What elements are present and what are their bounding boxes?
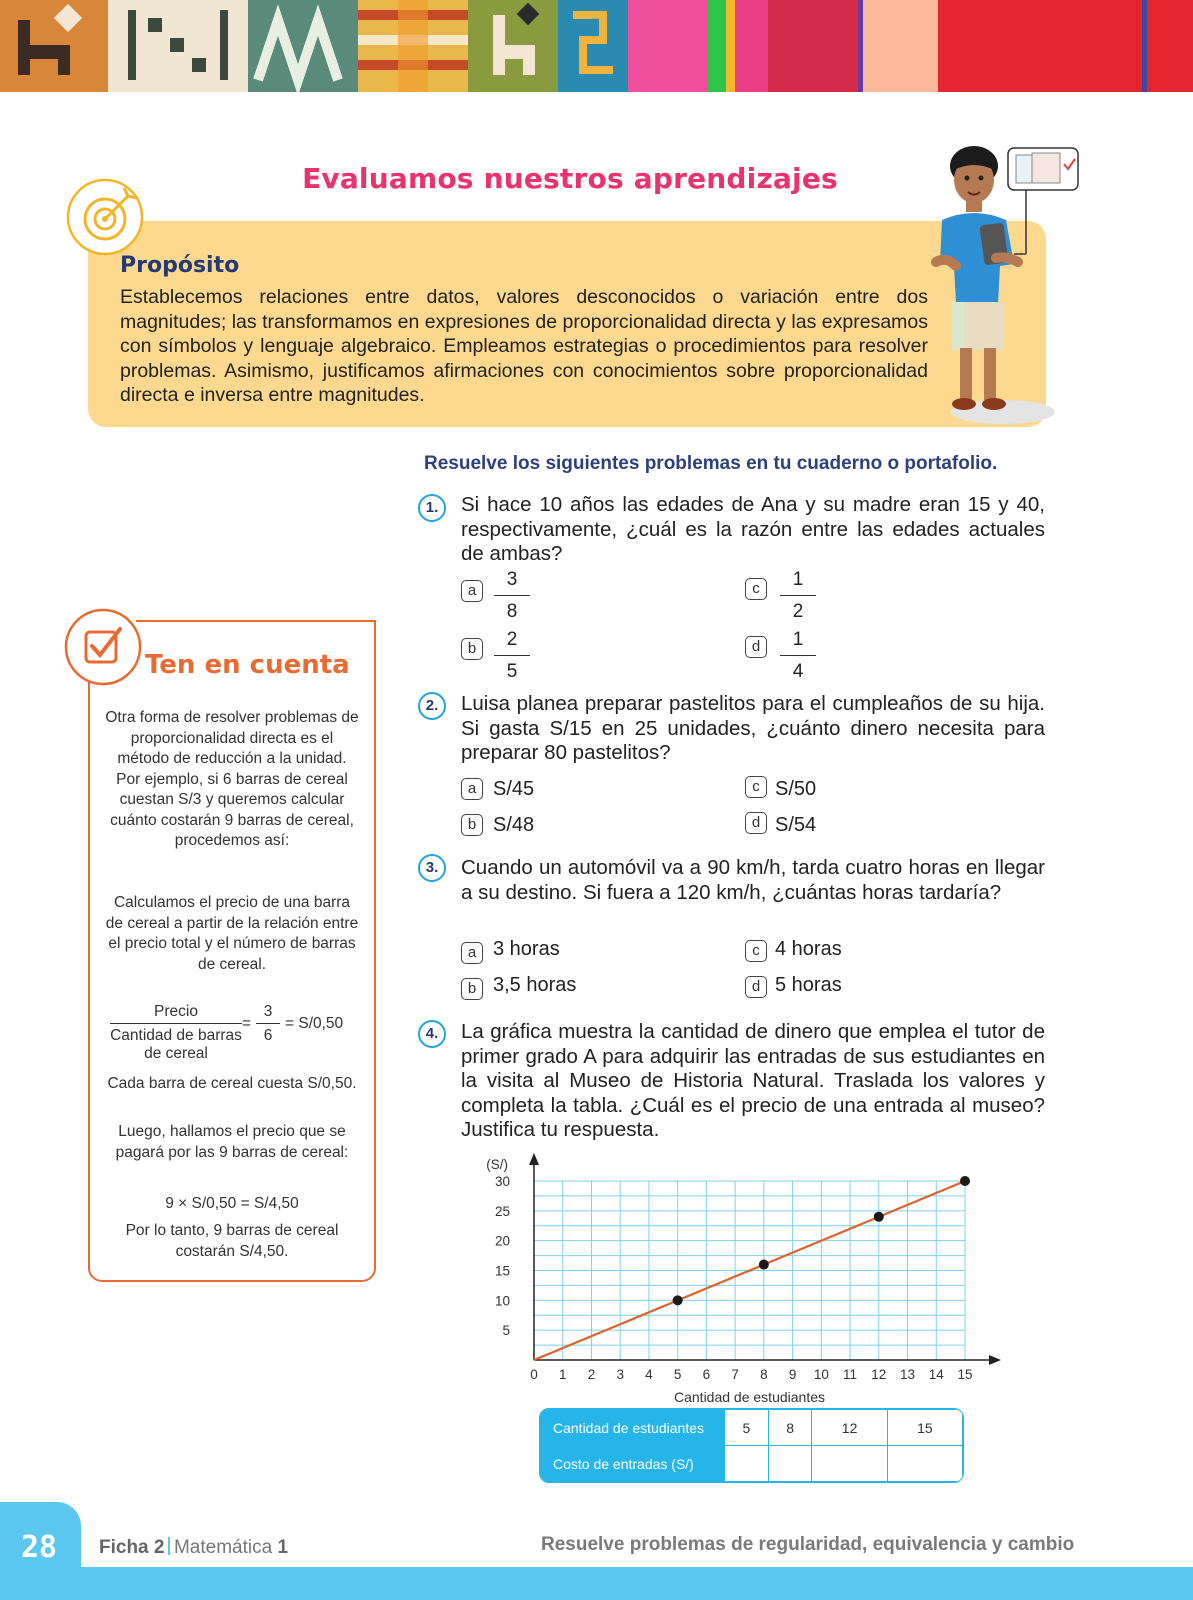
table-input-cell[interactable] — [887, 1446, 962, 1482]
y-tick-label: 15 — [494, 1263, 510, 1279]
option-fraction — [494, 568, 530, 624]
data-point — [759, 1260, 769, 1270]
tip-box-border — [136, 620, 376, 622]
instruction-text: Resuelve los siguientes problemas en tu cuaderno o portafolio. — [424, 453, 998, 474]
y-tick-label: 25 — [494, 1203, 510, 1219]
tip-title: Ten en cuenta — [145, 650, 350, 680]
banner-stripe-red — [768, 0, 858, 92]
option-text: 5 horas — [775, 974, 842, 996]
option-text: S/48 — [493, 814, 535, 836]
purpose-text: Establecemos relaciones entre datos, valores desconocidos o variación entre dos magnitudes; las transformamos en expresiones de proporcionalidad directa y las expresamos con símbolos y lenguaje algebraico. Empleamos estrategias o procedimientos para resolver problemas. Asimismo, justificamos afirmaciones con conocimientos sobre proporcionalidad directa e inversa entre magnitudes. — [120, 286, 928, 407]
fraction-numerator: Precio — [110, 1003, 242, 1024]
tip-paragraph: Luego, hallamos el precio que se pagará por las 9 barras de cereal: — [115, 1123, 349, 1161]
data-point — [673, 1295, 683, 1305]
table-row-label: Cantidad de estudiantes — [541, 1410, 725, 1446]
x-tick-label: 5 — [673, 1367, 682, 1382]
tip-result: = S/0,50 — [285, 1015, 344, 1032]
table-row-label: Costo de entradas (S/) — [541, 1446, 725, 1482]
banner-stripe-green — [708, 0, 768, 92]
option-letter[interactable]: d — [745, 636, 767, 658]
option-letter[interactable]: a — [461, 580, 483, 602]
option-letter[interactable]: c — [745, 776, 767, 798]
banner-pattern-llama-2 — [468, 0, 558, 92]
question-number: 3. — [418, 854, 446, 882]
option-text: S/50 — [775, 778, 817, 800]
line-chart — [480, 1150, 1020, 1402]
y-axis-arrow — [529, 1153, 539, 1165]
decorative-banner — [0, 0, 1193, 92]
option-letter[interactable]: c — [745, 940, 767, 962]
option-letter[interactable]: b — [461, 638, 483, 660]
x-tick-label: 9 — [788, 1367, 797, 1382]
question-number: 2. — [418, 692, 446, 720]
x-tick-label: 13 — [900, 1367, 916, 1382]
table-input-cell[interactable] — [812, 1446, 887, 1482]
banner-pattern-stripes — [358, 0, 468, 92]
purpose-heading: Propósito — [120, 253, 240, 278]
x-tick-label: 15 — [957, 1367, 973, 1382]
option-letter[interactable]: b — [461, 814, 483, 836]
fraction-denominator: Cantidad de barras de cereal — [110, 1027, 242, 1062]
tip-fraction — [256, 1003, 280, 1045]
footer-competency: Resuelve problemas de regularidad, equivalencia y cambio — [541, 1534, 1075, 1555]
banner-stripe-pink — [628, 0, 708, 92]
fraction-numerator: 3 — [256, 1003, 280, 1024]
tip-paragraph: Cada barra de cereal cuesta S/0,50. — [107, 1075, 357, 1092]
x-tick-label: 2 — [587, 1367, 596, 1382]
question-text: Cuando un automóvil va a 90 km/h, tarda cuatro horas en llegar a su destino. Si fuera a 120 km/h, ¿cuántas horas tardaría? — [461, 856, 1045, 904]
option-letter[interactable]: d — [745, 976, 767, 998]
tip-paragraph: Por lo tanto, 9 barras de cereal costarán S/4,50. — [125, 1222, 339, 1260]
tip-fraction — [110, 1003, 242, 1063]
table-input-cell[interactable] — [768, 1446, 812, 1482]
fraction-denominator: 6 — [263, 1027, 273, 1044]
x-axis-arrow — [989, 1355, 1001, 1365]
data-point — [874, 1212, 884, 1222]
option-text: 4 horas — [775, 938, 842, 960]
fraction-denominator: 2 — [792, 601, 804, 622]
table-cell: 15 — [887, 1410, 962, 1446]
option-fraction — [780, 628, 816, 684]
table-cell: 8 — [768, 1410, 812, 1446]
question-text: Si hace 10 años las edades de Ana y su madre eran 15 y 40, respectivamente, ¿cuál es la razón entre las edades actuales de ambas? — [461, 493, 1045, 566]
page-number: 28 — [20, 1530, 58, 1565]
option-text: 3,5 horas — [493, 974, 577, 996]
question-number: 1. — [418, 494, 446, 522]
footer-separator — [168, 1537, 170, 1555]
checkbox-icon — [64, 608, 142, 686]
question-text: La gráfica muestra la cantidad de dinero que emplea el tutor de primer grado A para adquirir las entradas de sus estudiantes en la visita al Museo de Historia Natural. Traslada los valores y completa la tabla. ¿Cuál es el precio de una entrada al museo? Justifica tu respuesta. — [461, 1020, 1045, 1142]
option-text: 3 horas — [493, 938, 560, 960]
x-tick-label: 0 — [530, 1367, 538, 1382]
option-letter[interactable]: c — [745, 578, 767, 600]
x-tick-label: 4 — [645, 1367, 653, 1382]
question-text: Luisa planea preparar pastelitos para el cumpleaños de su hija. Si gasta S/15 en 25 unidades, ¿cuánto dinero necesita para preparar 80 pastelitos? — [461, 692, 1045, 765]
target-icon — [66, 178, 144, 256]
student-illustration — [928, 140, 1098, 440]
option-letter[interactable]: a — [461, 778, 483, 800]
table-input-cell[interactable] — [725, 1446, 769, 1482]
x-tick-label: 7 — [731, 1367, 739, 1382]
y-tick-label: 5 — [502, 1323, 510, 1339]
page-title: Evaluamos nuestros aprendizajes — [302, 162, 838, 195]
option-letter[interactable]: d — [745, 812, 767, 834]
x-tick-label: 14 — [928, 1367, 944, 1382]
fraction-denominator: 5 — [506, 661, 518, 682]
option-letter[interactable]: a — [461, 942, 483, 964]
tip-equation: 9 × S/0,50 = S/4,50 — [165, 1195, 299, 1212]
option-fraction — [494, 628, 530, 684]
equals-sign: = — [242, 1015, 252, 1032]
x-tick-label: 6 — [702, 1367, 711, 1382]
table-cell: 5 — [725, 1410, 769, 1446]
y-tick-label: 20 — [494, 1233, 510, 1249]
fraction-numerator: 3 — [494, 568, 530, 596]
x-tick-label: 3 — [616, 1367, 624, 1382]
fraction-numerator: 1 — [780, 568, 816, 596]
banner-pattern-hook — [558, 0, 628, 92]
fraction-numerator: 2 — [494, 628, 530, 656]
x-axis-label: Cantidad de estudiantes — [674, 1389, 825, 1402]
question-number: 4. — [418, 1020, 446, 1048]
y-axis-label: (S/) — [486, 1157, 508, 1172]
tip-paragraph: Otra forma de resolver problemas de proporcionalidad directa es el método de reducción a la unidad. Por ejemplo, si 6 barras de cereal cuestan S/3 y queremos calcular cuánto costarán 9 barras de cereal, procedemos así: — [105, 709, 359, 849]
banner-pattern-llama — [0, 0, 108, 92]
data-table — [539, 1408, 964, 1483]
y-tick-label: 30 — [494, 1174, 510, 1189]
footer-subject-number: 1 — [277, 1537, 289, 1558]
footer-bar — [0, 1567, 1193, 1600]
data-point — [960, 1176, 970, 1186]
fraction-numerator: 1 — [780, 628, 816, 656]
tip-paragraph: Calculamos el precio de una barra de cereal a partir de la relación entre el precio total y el número de barras de cereal. — [105, 894, 359, 973]
footer-subject — [99, 1537, 288, 1559]
x-tick-label: 1 — [558, 1367, 567, 1382]
y-tick-label: 10 — [494, 1293, 510, 1309]
x-tick-label: 8 — [760, 1367, 768, 1382]
banner-stripe-red-2 — [938, 0, 1193, 92]
fraction-denominator: 4 — [792, 661, 804, 682]
x-tick-label: 10 — [813, 1367, 829, 1382]
x-tick-label: 12 — [871, 1367, 887, 1382]
banner-pattern-zigzag — [248, 0, 358, 92]
footer-ficha: Ficha 2 — [99, 1537, 165, 1558]
option-text: S/54 — [775, 814, 817, 836]
table-cell: 12 — [812, 1410, 887, 1446]
fraction-denominator: 8 — [506, 601, 518, 622]
option-letter[interactable]: b — [461, 978, 483, 1000]
x-tick-label: 11 — [843, 1367, 858, 1382]
option-fraction — [780, 568, 816, 624]
banner-pattern-geometric — [108, 0, 248, 92]
option-text: S/45 — [493, 778, 535, 800]
banner-stripe-peach — [858, 0, 938, 92]
footer-subject-name: Matemática — [173, 1537, 273, 1558]
